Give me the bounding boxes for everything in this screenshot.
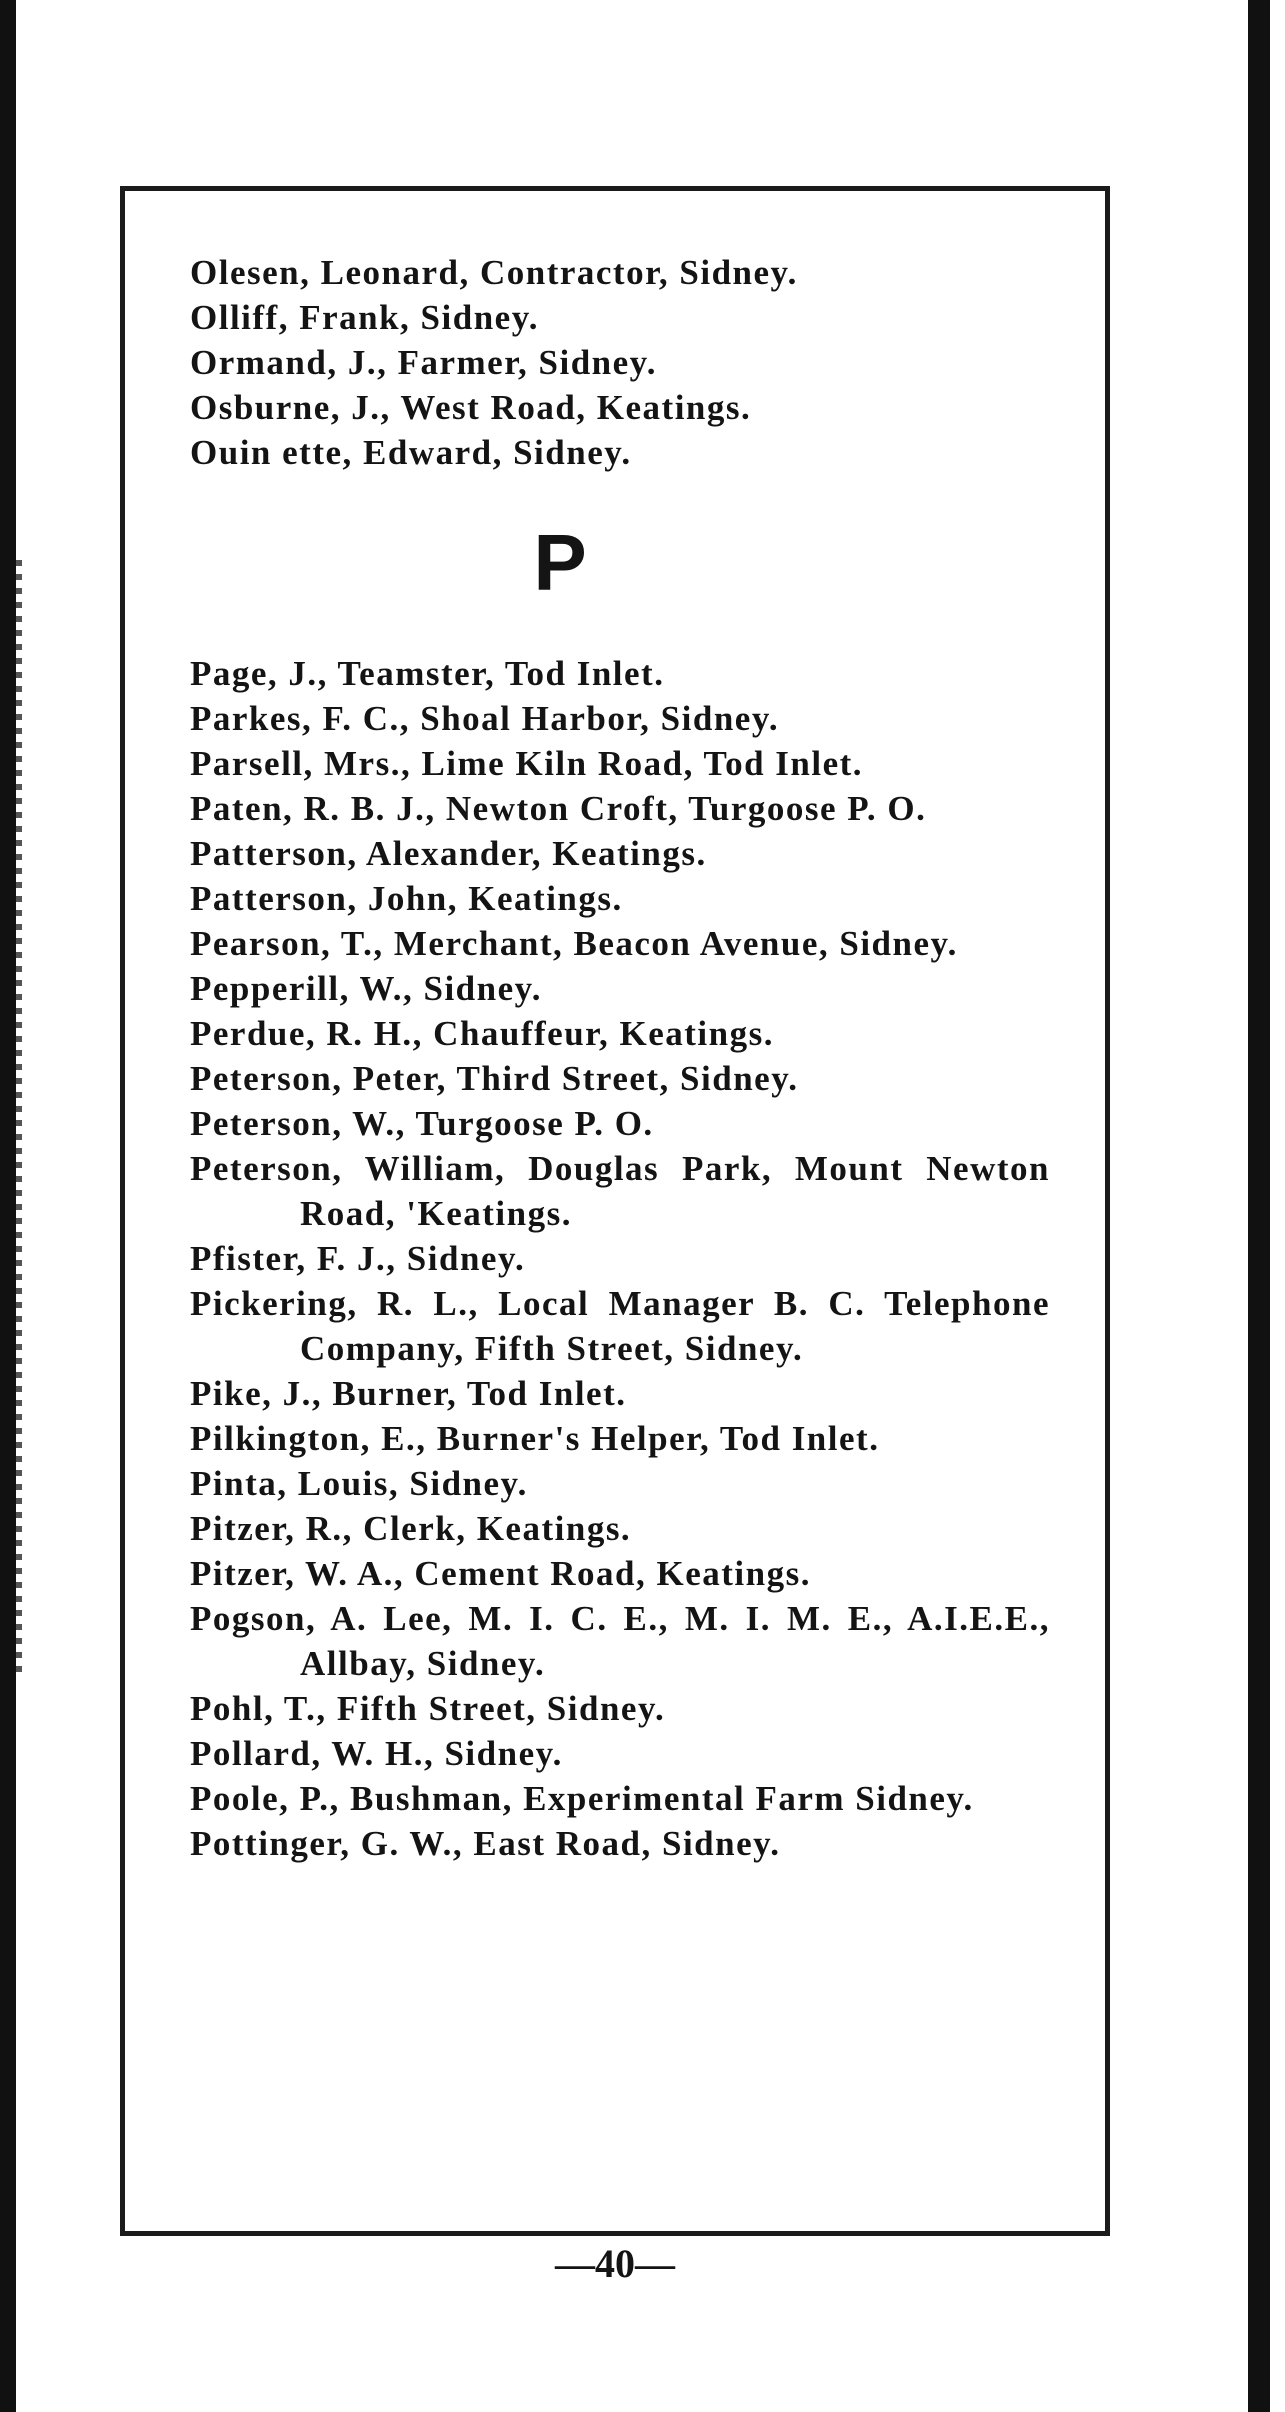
directory-entry: Pickering, R. L., Local Manager B. C. Telephone Company, Fifth Street, Sidney. xyxy=(190,1284,1050,1368)
section-letter-heading: P xyxy=(533,518,587,607)
directory-entry: Parsell, Mrs., Lime Kiln Road, Tod Inlet. xyxy=(190,744,864,783)
page-number: —40— xyxy=(555,2241,675,2286)
directory-entry: Peterson, Peter, Third Street, Sidney. xyxy=(190,1059,799,1098)
directory-entry: Perdue, R. H., Chauffeur, Keatings. xyxy=(190,1014,774,1053)
directory-entry: Pottinger, G. W., East Road, Sidney. xyxy=(190,1824,781,1863)
directory-entry: Peterson, W., Turgoose P. O. xyxy=(190,1104,654,1143)
directory-entry: Pfister, F. J., Sidney. xyxy=(190,1239,526,1278)
directory-entry: Olliff, Frank, Sidney. xyxy=(190,298,540,337)
directory-entry: Pearson, T., Merchant, Beacon Avenue, Sidney. xyxy=(190,924,958,963)
directory-entry: Ouin ette, Edward, Sidney. xyxy=(190,433,632,472)
directory-entry: Olesen, Leonard, Contractor, Sidney. xyxy=(190,253,798,292)
directory-entry: Parkes, F. C., Shoal Harbor, Sidney. xyxy=(190,699,780,738)
directory-entry: Pogson, A. Lee, M. I. C. E., M. I. M. E., A.I.E.E., Allbay, Sidney. xyxy=(190,1599,1050,1683)
directory-entry: Page, J., Teamster, Tod Inlet. xyxy=(190,654,665,693)
directory-entry: Patterson, John, Keatings. xyxy=(190,879,623,918)
directory-entry: Pike, J., Burner, Tod Inlet. xyxy=(190,1374,627,1413)
directory-entry: Pohl, T., Fifth Street, Sidney. xyxy=(190,1689,666,1728)
directory-entry: Pepperill, W., Sidney. xyxy=(190,969,542,1008)
directory-entry: Pitzer, W. A., Cement Road, Keatings. xyxy=(190,1554,811,1593)
directory-entry: Pitzer, R., Clerk, Keatings. xyxy=(190,1509,632,1548)
directory-entry: Pinta, Louis, Sidney. xyxy=(190,1464,528,1503)
directory-entry: Pollard, W. H., Sidney. xyxy=(190,1734,563,1773)
directory-entry: Ormand, J., Farmer, Sidney. xyxy=(190,343,657,382)
directory-entry: Patterson, Alexander, Keatings. xyxy=(190,834,707,873)
left-page-edge xyxy=(0,0,16,2412)
directory-entry: Poole, P., Bushman, Experimental Farm Sidney. xyxy=(190,1779,974,1818)
directory-entry: Paten, R. B. J., Newton Croft, Turgoose P. O. xyxy=(190,789,927,828)
directory-entry: Peterson, William, Douglas Park, Mount Newton Road, 'Keatings. xyxy=(190,1149,1050,1233)
right-page-edge xyxy=(1248,0,1270,2412)
directory-entry: Pilkington, E., Burner's Helper, Tod Inlet. xyxy=(190,1419,880,1458)
directory-entries xyxy=(190,250,1050,1866)
directory-entry: Osburne, J., West Road, Keatings. xyxy=(190,388,752,427)
